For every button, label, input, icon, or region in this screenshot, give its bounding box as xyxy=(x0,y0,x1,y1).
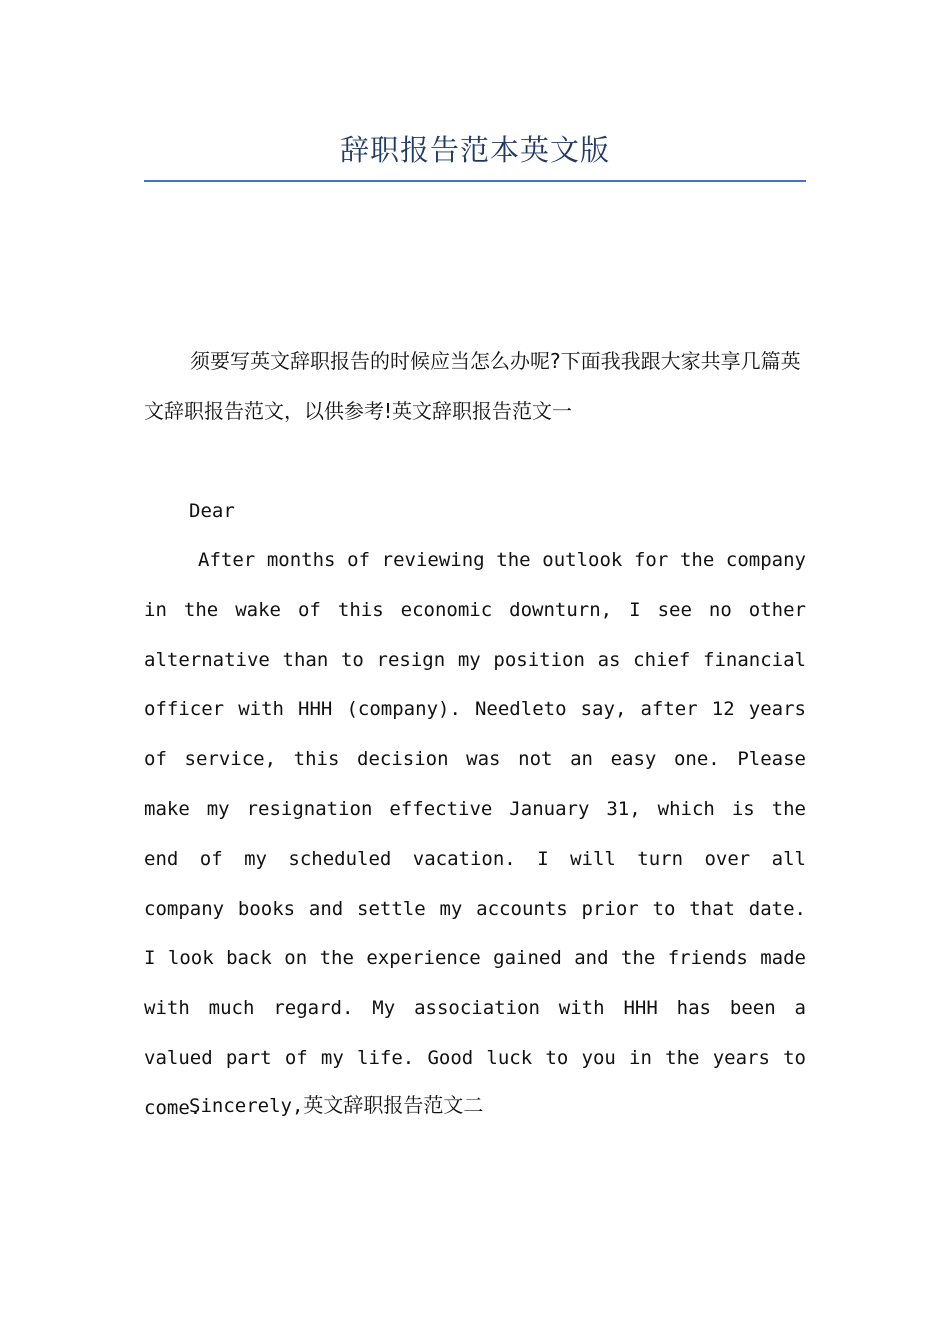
letter-body: After months of reviewing the outlook for the company in the wake of this economic downturn, I see no other alternative than to resign my position as chief financial officer with HHH (company). Needleto say, after 12 years of service, this decision was not an easy one. Please make my resignation effective January 31, which is the end of my scheduled vacation. I will turn over all company books and settle my accounts prior to that date. I look back on the experience gained and the friends made with much regard. My association with HHH has been a valued part of my life. Good luck to you in the years to come. xyxy=(144,549,806,1119)
document-title: 辞职报告范本英文版 xyxy=(339,133,610,167)
closing-text: Sincerely, xyxy=(189,1095,304,1117)
closing-line xyxy=(144,1084,806,1127)
title-underline xyxy=(144,180,806,182)
next-sample-heading: 英文辞职报告范文二 xyxy=(303,1093,484,1117)
intro-paragraph: 须要写英文辞职报告的时候应当怎么办呢?下面我我跟大家共享几篇英文辞职报告范文，以供参考!英文辞职报告范文一 xyxy=(144,349,801,423)
salutation: Dear xyxy=(189,500,235,522)
